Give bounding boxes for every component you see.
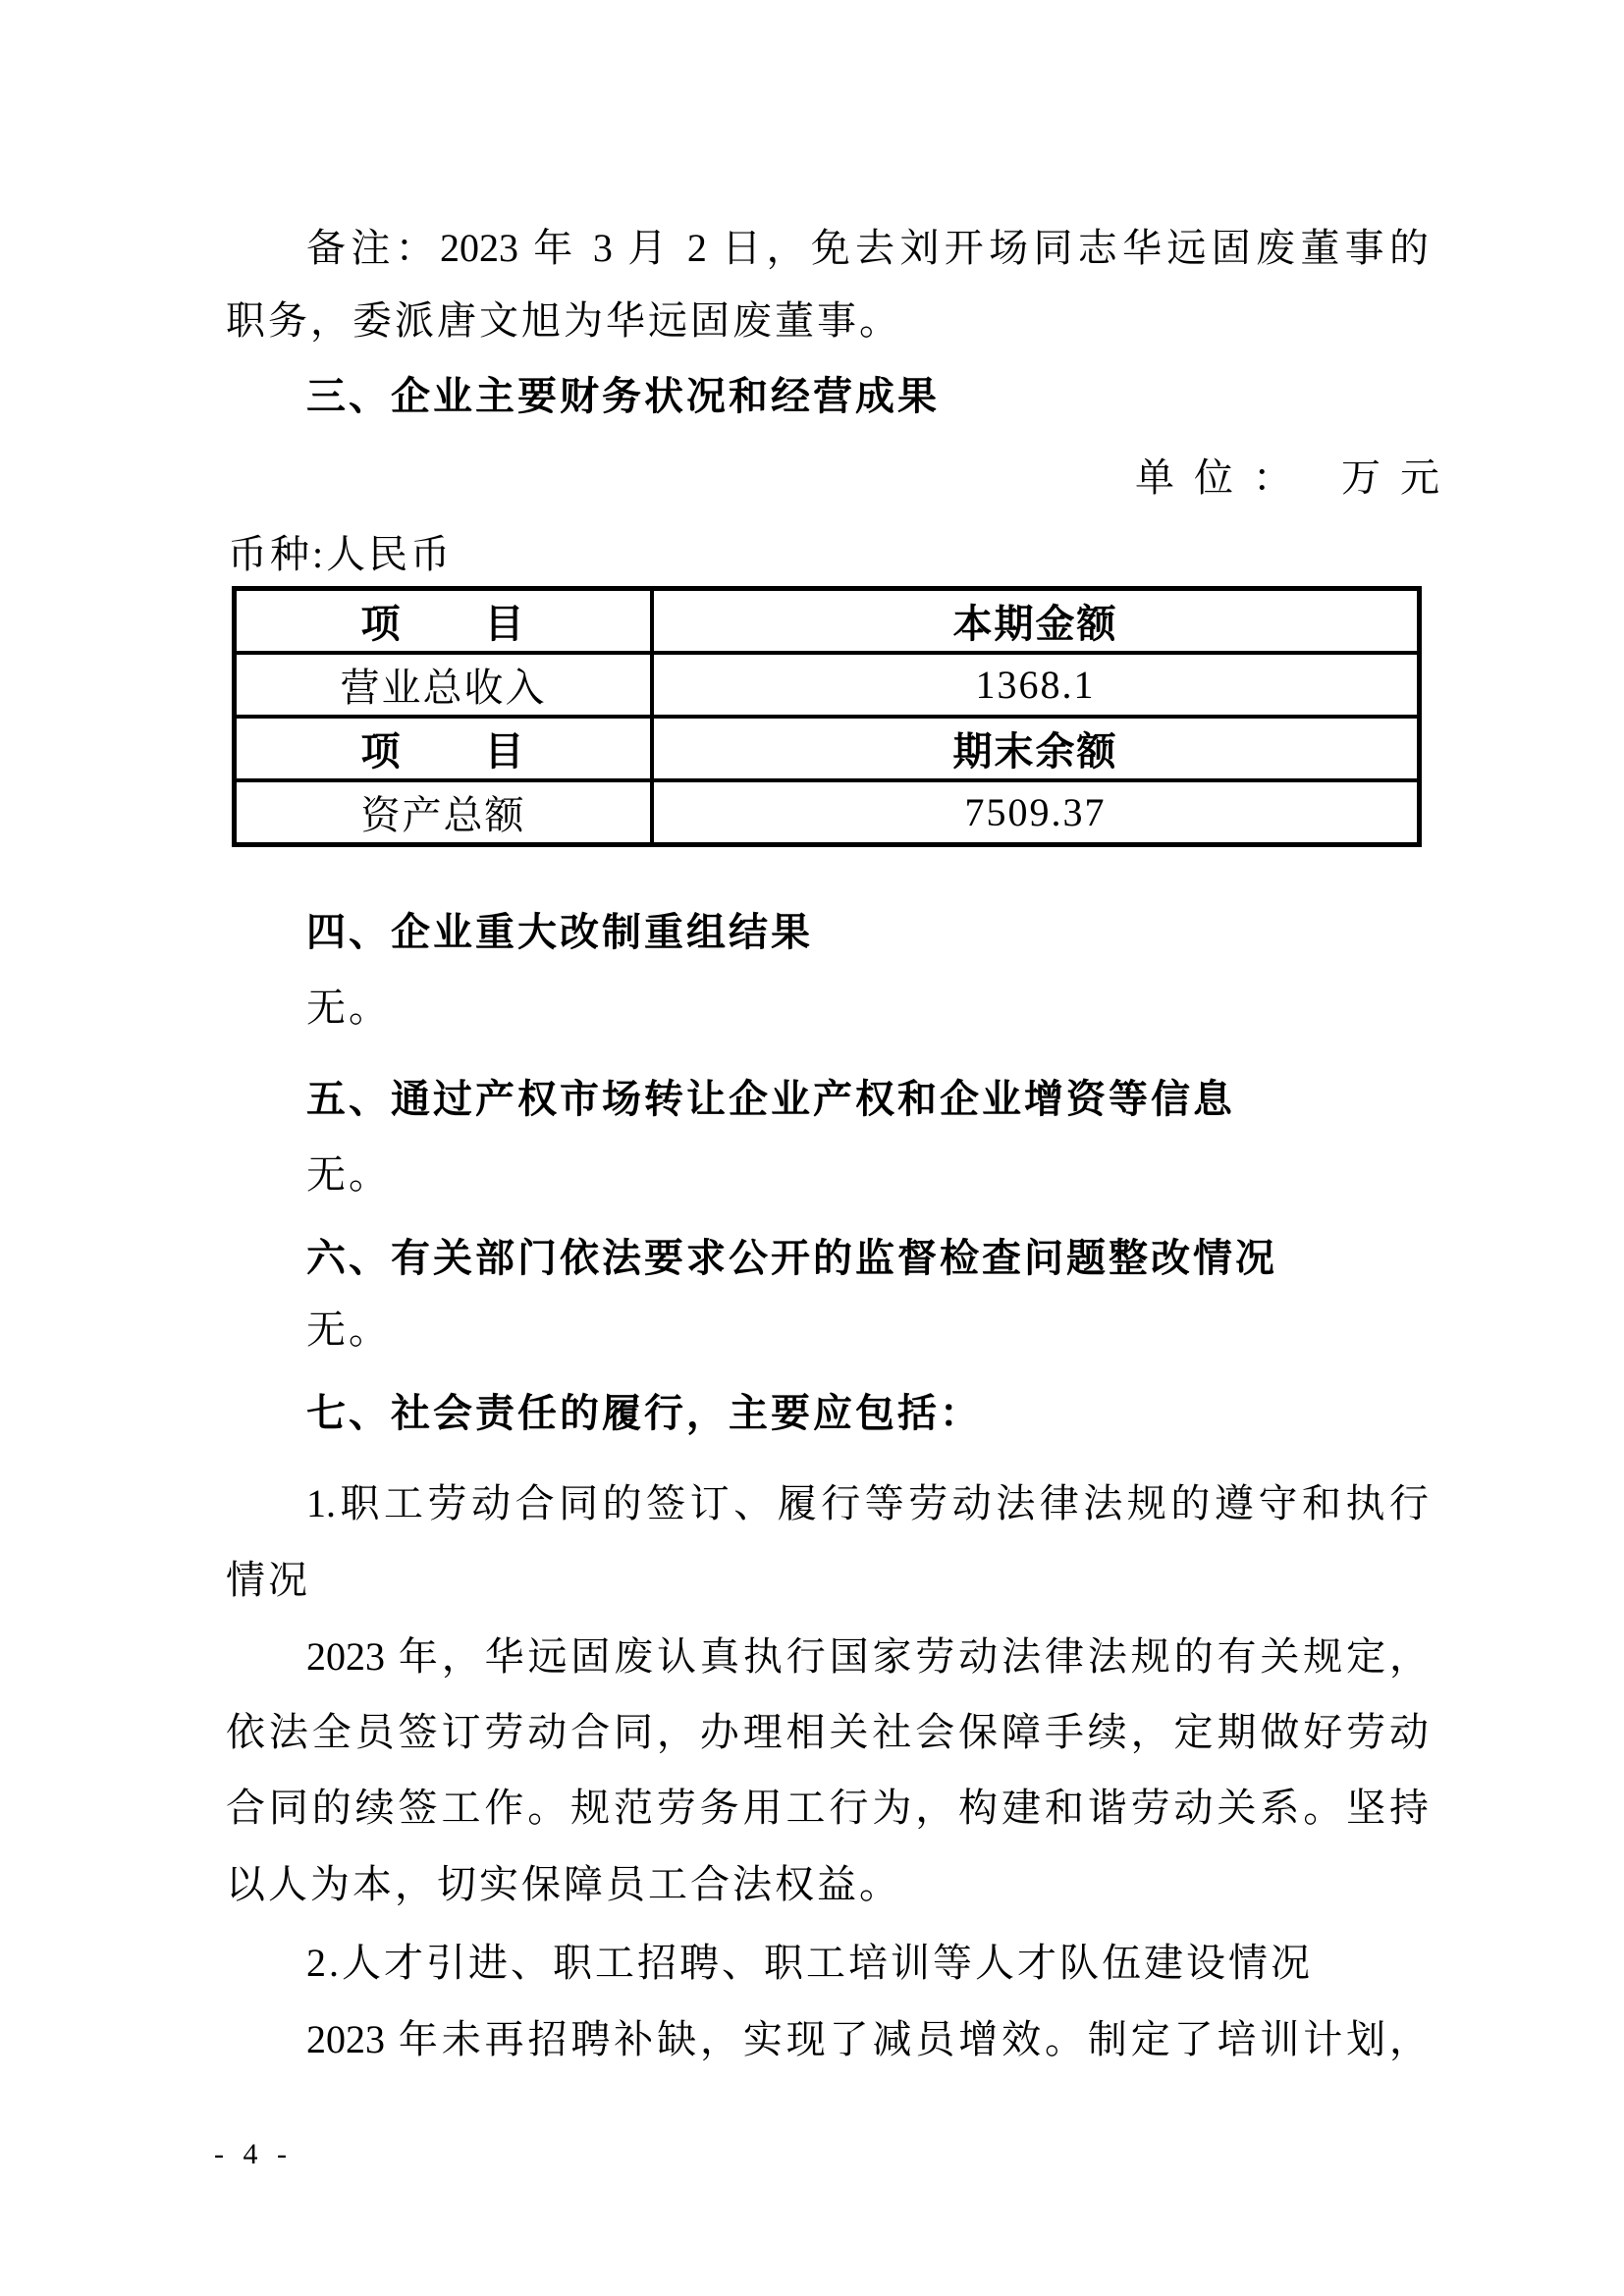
paragraph-1-line-2: 依法全员签订劳动合同，办理相关社会保障手续，定期做好劳动 xyxy=(226,1710,1429,1754)
paragraph-1-line-4: 以人为本，切实保障员工合法权益。 xyxy=(226,1862,901,1906)
remark-line-1: 备注：2023 年 3 月 2 日，免去刘开场同志华远固废董事的 xyxy=(306,226,1429,270)
table-cell-ending-balance-header: 期末余额 xyxy=(952,729,1118,774)
table-cell-revenue-value: 1368.1 xyxy=(975,663,1096,707)
item-1-line-1: 1.职工劳动合同的签订、履行等劳动法律法规的遵守和执行 xyxy=(306,1481,1429,1525)
section-6-heading: 六、有关部门依法要求公开的监督检查问题整改情况 xyxy=(306,1236,1277,1280)
table-cell-current-amount-header: 本期金额 xyxy=(952,602,1118,646)
section-4-body: 无。 xyxy=(306,986,391,1030)
table-row-header-2 xyxy=(237,715,1417,778)
table-cell-item-header-1: 项 目 xyxy=(237,591,654,651)
unit-note: 单位： 万元 xyxy=(1135,455,1459,500)
table-cell-item-header-2: 项 目 xyxy=(237,719,654,778)
table-row-header-1 xyxy=(237,591,1417,651)
item-1-line-2: 情况 xyxy=(226,1558,310,1602)
table-row-assets xyxy=(237,778,1417,842)
section-7-heading: 七、社会责任的履行，主要应包括： xyxy=(306,1391,982,1435)
page-number: - 4 - xyxy=(214,2138,293,2170)
remark-line-2: 职务，委派唐文旭为华远固废董事。 xyxy=(226,298,901,343)
financial-table xyxy=(232,586,1422,847)
section-6-body: 无。 xyxy=(306,1308,391,1352)
table-cell-assets-value: 7509.37 xyxy=(964,790,1107,834)
paragraph-1-line-3: 合同的续签工作。规范劳务用工行为，构建和谐劳动关系。坚持 xyxy=(226,1786,1429,1830)
paragraph-2-line-1: 2023 年未再招聘补缺，实现了减员增效。制定了培训计划， xyxy=(306,2017,1429,2061)
item-2-line-1: 2.人才引进、职工招聘、职工培训等人才队伍建设情况 xyxy=(306,1941,1313,1985)
table-row-revenue xyxy=(237,651,1417,715)
table-cell-assets-label: 资产总额 xyxy=(237,782,654,842)
table-cell-revenue-label: 营业总收入 xyxy=(237,655,654,715)
currency-note: 币种:人民币 xyxy=(228,532,454,576)
section-3-heading: 三、企业主要财务状况和经营成果 xyxy=(306,374,940,418)
section-5-heading: 五、通过产权市场转让企业产权和企业增资等信息 xyxy=(306,1077,1235,1121)
section-4-heading: 四、企业重大改制重组结果 xyxy=(306,910,813,954)
paragraph-1-line-1: 2023 年，华远固废认真执行国家劳动法律法规的有关规定， xyxy=(306,1634,1429,1679)
section-5-body: 无。 xyxy=(306,1152,391,1197)
